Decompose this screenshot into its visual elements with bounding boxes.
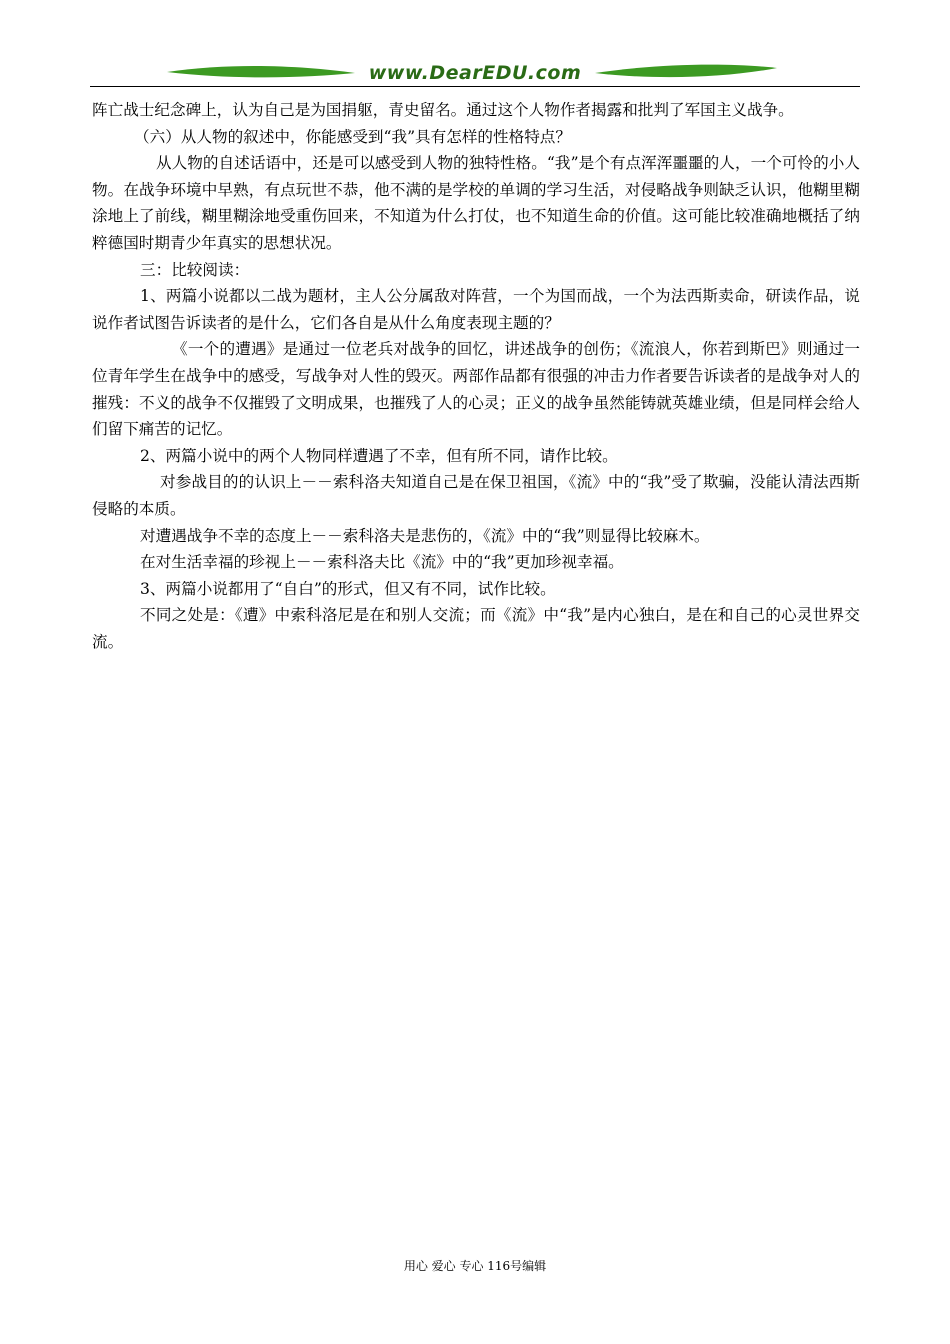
paragraph: （六）从人物的叙述中，你能感受到“我”具有怎样的性格特点？ [134,127,571,146]
header-divider [90,86,860,87]
page-header [90,58,860,92]
page-footer: 用心 爱心 专心 116号编辑 [403,1259,547,1273]
paragraph: 对遭遇战争不幸的态度上－－索科洛夫是悲伤的，《流》中的“我”则显得比较麻木。 [140,526,710,545]
paragraph: 从人物的自述话语中，还是可以感受到人物的独特性格。“我”是个有点浑浑噩噩的人，一个可怜的小人物。在战争环境中早熟，有点玩世不恭，他不满的是学校的单调的学习生活，对侵略战争则缺乏认识，他糊里糊涂地上了前线，糊里糊涂地受重伤回来，不知道为什么打仗，也不知道生命的价值。这可能比较准确地概括了纳粹德国时期青少年真实的思想状况。 [92,154,860,252]
paragraph: 对参战目的的认识上－－索科洛夫知道自己是在保卫祖国，《流》中的“我”受了欺骗，没能认清法西斯侵略的本质。 [92,473,860,518]
paragraph: 在对生活幸福的珍视上－－索科洛夫比《流》中的“我”更加珍视幸福。 [140,553,624,572]
paragraph: 《一个的遭遇》是通过一位老兵对战争的回忆，讲述战争的创伤；《流浪人，你若到斯巴》则通过一位青年学生在战争中的感受，写战争对人性的毁灭。两部作品都有很强的冲击力作者要告诉读者的是战争对人的摧残：不义的战争不仅摧毁了文明成果，也摧残了人的心灵；正义的战争虽然能铸就英雄业绩，但是同样会给人们留下痛苦的记忆。 [92,340,860,439]
document-body [92,97,860,655]
paragraph: 1、两篇小说都以二战为题材，主人公分属敌对阵营，一个为国而战，一个为法西斯卖命，研读作品，说说作者试图告诉读者的是什么，它们各自是从什么角度表现主题的？ [92,287,860,332]
paragraph: 2、两篇小说中的两个人物同样遭遇了不幸，但有所不同，请作比较。 [140,446,618,465]
paragraph: 阵亡战士纪念碑上，认为自己是为国捐躯，青史留名。通过这个人物作者揭露和批判了军国主义战争。 [92,101,794,119]
site-logo [165,58,785,86]
paragraph: 不同之处是：《遭》中索科洛尼是在和别人交流；而《流》中“我”是内心独白，是在和自己的心灵世界交流。 [92,606,860,651]
paragraph: 3、两篇小说都用了“自白”的形式，但又有不同，试作比较。 [140,579,556,598]
paragraph: 三：比较阅读： [140,260,250,279]
logo-text: www.DearEDU.com [368,62,582,84]
